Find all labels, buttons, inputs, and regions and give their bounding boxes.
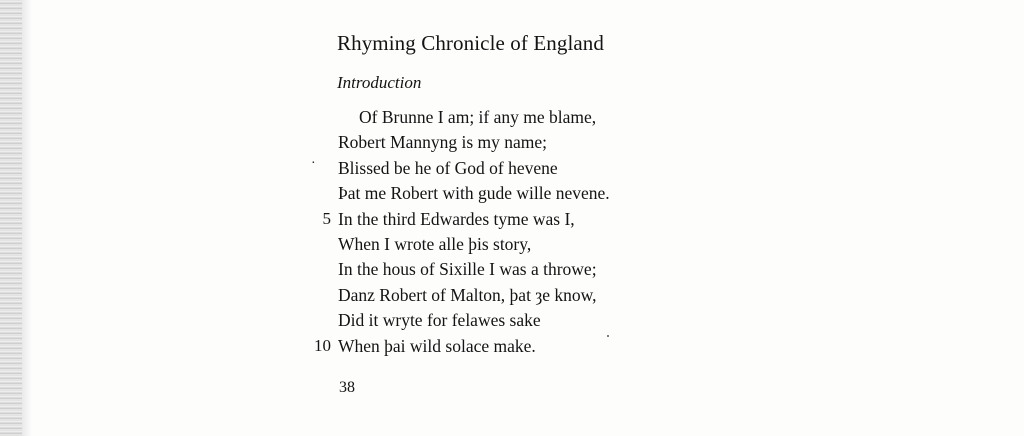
poem-text: [0, 107, 1024, 361]
poem-line-text: In the third Edwardes tyme was I,: [338, 208, 575, 229]
page-title: Rhyming Chronicle of England: [337, 31, 605, 55]
poem-line: [0, 234, 1024, 259]
poem-line-text: In the hous of Sixille I was a throwe;: [338, 259, 597, 280]
poem-line: [0, 155, 1024, 183]
poem-line: [0, 209, 1024, 234]
poem-line: [0, 259, 1024, 284]
poem-line-text: Robert Mannyng is my name;: [338, 132, 548, 153]
section-heading: Introduction: [337, 73, 422, 92]
line-number: 10: [314, 335, 331, 355]
page-number: 38: [339, 379, 355, 396]
poem-line-text: Blissed be he of God of hevene: [338, 157, 558, 178]
poem-line-text: Of Brunne I am; if any me blame,: [359, 107, 597, 127]
poem-line-text: Þat me Robert with gude wille nevene.: [338, 183, 610, 204]
poem-line: [0, 183, 1024, 208]
poem-line: [0, 310, 1024, 335]
margin-mark: ·: [311, 155, 316, 171]
line-number: 5: [322, 208, 331, 228]
poem-line: [0, 336, 1024, 361]
print-speck: [607, 335, 609, 337]
poem-line-text: When I wrote alle þis story,: [338, 233, 532, 254]
poem-line: [0, 107, 1024, 132]
poem-line: [0, 285, 1024, 310]
poem-line-text: Danz Robert of Malton, þat ȝe know,: [338, 284, 597, 305]
poem-line-text: Did it wryte for felawes sake: [338, 310, 541, 331]
poem-line-text: When þai wild solace make.: [338, 335, 536, 356]
poem-line: [0, 132, 1024, 157]
